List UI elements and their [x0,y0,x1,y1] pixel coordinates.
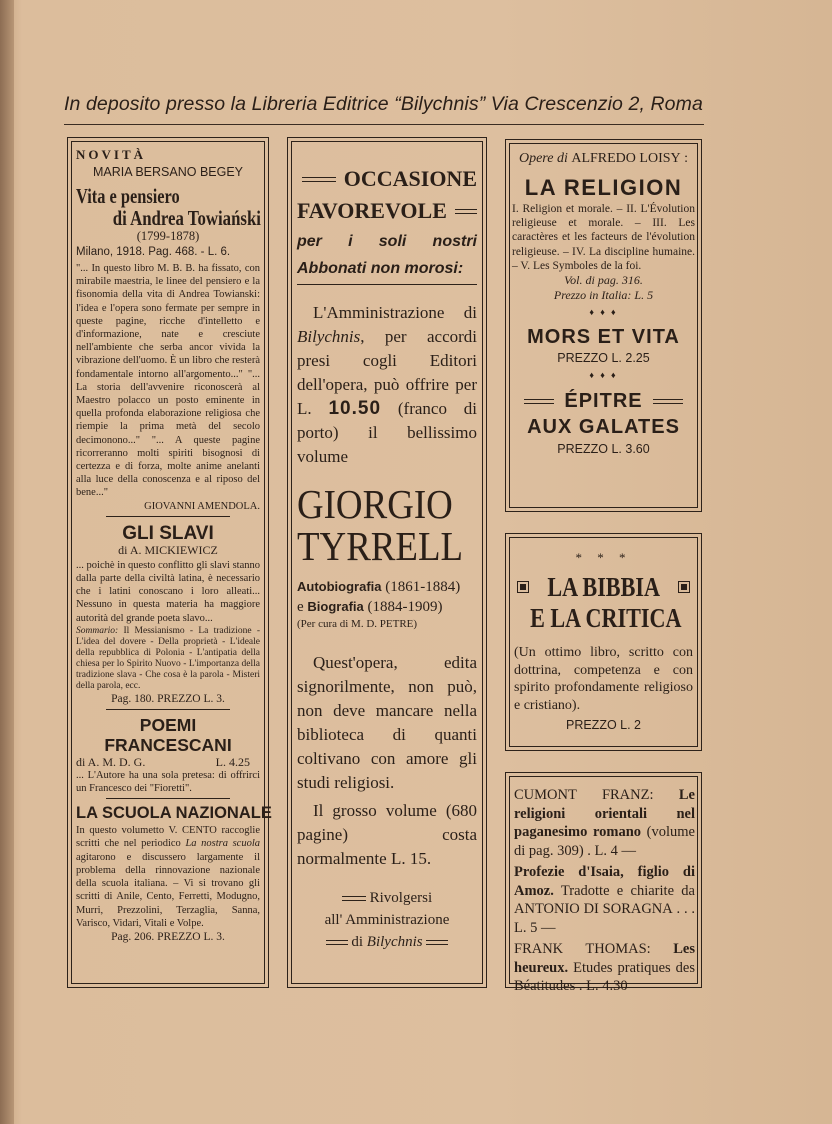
offer-paragraph [297,301,477,469]
biografia-prefix: e [297,599,304,615]
contact-journal: Bilychnis [366,934,423,950]
bibbia-description: (Un ottimo libro, scritto con dottrina, competenza e con spirito profondamente religioso e cristiano). [514,645,693,713]
section-divider [106,798,230,799]
square-ornament-icon [678,581,690,593]
profezie-details: Tradotte e chiarite da [560,882,695,899]
contact-block [297,887,477,953]
book-publication: Milano, 1918. Pag. 468. - L. 6. [76,246,231,258]
cumont-title: Le religioni orientali nel paganesimo romano [514,787,695,840]
middle-advert-content [297,166,477,953]
biografia-line [297,597,477,617]
sommario-label: Sommario: [76,625,119,636]
sommario-text: Il Messianismo - La tradizione - L'idea del dovere - Della proprietà - L'ideale della repubblica di Polonia - L'antipatia della chiesa per lo Spirito Nuovo - L'importanza della tradizione slava - Che cosa è la parola - Misteri della parola, ecc. [76,625,260,691]
bibbia-title-2: E LA CRITICA [530,603,682,633]
religion-title: LA RELIGION [524,175,683,200]
offer-journal: Bilychnis [297,327,361,346]
occasione-row [297,166,477,192]
scuola-price: Pag. 206. PREZZO L. 3. [111,930,225,943]
thomas-title: Les heureux. [514,941,695,976]
stars-ornament: * * * [575,550,632,565]
religion-pages: Vol. di pag. 316. [564,273,643,288]
book-years: (1799-1878) [136,229,200,243]
scuola-title: LA SCUOLA NAZIONALE [76,804,272,823]
loisy-heading: Opere di ALFREDO LOISY : [518,151,689,166]
binding-edge [0,0,14,1124]
slavi-author: di A. MICKIEWICZ [118,542,218,557]
favorevole-row [297,198,477,224]
biografia-label: Biografia [307,599,364,614]
slavi-sommario [76,626,260,692]
autobiografia-line [297,577,477,597]
novita-label: NOVITÀ [76,147,147,162]
autobiografia-label: Autobiografia [297,579,382,594]
contact-amministrazione: all' Amministrazione [324,912,450,928]
poemi-author-row [76,755,260,769]
quote-author: GIOVANNI AMENDOLA. [144,500,260,512]
header-rule [64,124,704,125]
scuola-text-a: In questo volumetto V. CENTO raccoglie scritti che nel periodico [76,825,260,850]
offer-text-c: (franco di porto) il bellissimo volume [297,399,478,466]
epitre-title-1: ÉPITRE [564,390,643,413]
left-advert-content [76,147,272,944]
thomas-entry [514,940,695,996]
left-author: MARIA BERSANO BEGEY [92,165,244,179]
religion-price-line [512,288,695,303]
cumont-author: CUMONT FRANZ: [514,787,654,803]
section-divider [106,516,230,517]
cumont-entry [514,786,695,860]
epitre-row [512,388,695,414]
slavi-price: Pag. 180. PREZZO L. 3. [111,692,225,705]
scuola-description [76,824,260,930]
opere-prefix: Opere di [518,151,568,166]
poemi-title: POEMI FRANCESCANI [104,714,232,755]
slavi-description: ... poichè in questo conflitto gli slavi stanno dalla parte della civiltà latina, è necessario che i latini conoscano i loro alleati... Nessuno in questa materia ha maggiore autorità del grande poeta slavo... [76,559,260,624]
page-header: In deposito presso la Libreria Editrice “Bilychnis” Via Crescenzio 2, Roma [64,93,703,115]
bibbia-price: PREZZO L. 2 [565,718,642,732]
contact-di: di [351,934,364,950]
subscriber-note: per i soli nostri Abbonati non morosi: [297,228,477,285]
autobiografia-years: (1861-1884) [385,579,461,595]
contact-line-3 [297,931,477,953]
profezie-title: Profezie d'Isaia, figlio di Amoz. [514,864,695,899]
scuola-text-b: agitarono e discussero largamente il problema della rinnovazione nazionale della scuola italiana. – Vi si trovano gli scritti di Anile, Cento, Ferretti, Modugno, Murri, Prezzolini, Terzaglia, Sanna, Varisco, Vidari, Vitali e Volpe. [76,851,260,929]
poemi-price: L. 4.25 [215,754,250,769]
square-ornament-icon [517,581,529,593]
decorative-rule [342,896,366,901]
ornament-diamonds: ♦ ♦ ♦ [589,307,618,318]
epitre-title-2: AUX GALATES [527,416,680,439]
offer-price: 10.50 [328,398,382,419]
biografia-years: (1884-1909) [367,599,443,615]
thomas-details: Etudes pratiques des Béatitudes . L. 4.30 [514,959,696,994]
loisy-advert-content [512,150,695,458]
decorative-rule [302,177,336,182]
religion-volume [512,273,695,288]
book-title-line-1: Vita e pensiero [76,184,180,208]
bibbia-title-row [514,572,693,602]
section-divider [106,709,230,710]
decorative-rule [455,209,477,214]
price-paragraph: Il grosso volume (680 pagine) costa normalmente L. 15. [297,801,477,868]
occasione-heading: OCCASIONE [343,166,477,191]
bibbia-advert-content [514,550,693,734]
loisy-author: ALFREDO LOISY [571,151,681,166]
profezie-author: ANTONIO DI SORAGNA [514,901,673,917]
book-review-quote: "... In questo libro M. B. B. ha fissato, con mirabile maestria, le linee del pensiero e la fisonomia della vita di Andrea Towianski: l'idea e l'opera sono fermate per sempre in queste pagine, ricche d'intelletto e d'informazione, nate e cresciute nell'ambiente che serba ancor vivida la vibrazione dell'uomo. È un libro che resterà fondamentale intorno all'argomento..." "... La storia dell'avvenire riconoscerà al Maestro polacco un posto eminente in quella profonda elaborazione religiosa che riempie la prima metà del secolo decimonono..." "... A queste pagine ricorreranno molti spiriti bisognosi di certezza e di forza, molte anime anelanti alla luce della conoscenza e al riposo del bene..." [76,263,260,499]
bibbia-title-1: LA BIBBIA [547,572,660,602]
cumont-details: (volume di pag. 309) . L. 4 — [514,824,695,859]
poemi-author: di A. M. D. G. [76,754,146,769]
decorative-rule [326,940,348,945]
mors-title: MORS ET VITA [527,326,680,349]
ornament-diamonds: ♦ ♦ ♦ [589,370,618,381]
thomas-author: FRANK THOMAS: [514,941,651,957]
favorevole-heading: FAVOREVOLE [297,198,447,223]
scuola-periodical: La nostra scuola [185,838,261,850]
description-paragraph: Quest'opera, edita signorilmente, non può, non deve mancare nella biblioteca di quanti coltivano con amore gli studi religiosi. [297,653,477,792]
mors-price: PREZZO L. 2.25 [557,351,650,366]
poemi-description: ... L'Autore ha una sola pretesa: di offrirci un Francesco dei "Fioretti". [76,769,260,795]
religion-contents: I. Religion et morale. – II. L'Évolution religieuse et morale. – III. Les caractères et les facteurs de l'évolution religieuse. – IV. La discipline humaine. – V. Les Symboles de la foi. [512,203,695,272]
profezie-entry [514,863,695,937]
tyrrell-heading: TYRRELL [297,523,464,569]
epitre-price: PREZZO L. 3.60 [557,442,650,457]
offer-text-b: , per accordi presi cogli Editori dell'opera, può offrire per L. [297,327,477,418]
slavi-title: GLI SLAVI [122,522,214,544]
decorative-rule [653,399,683,404]
decorative-rule [524,399,554,404]
book-title-line-2: di Andrea Towiański [112,206,261,230]
decorative-rule [426,940,448,945]
giorgio-heading: GIORGIO [297,481,453,527]
edited-by: (Per cura di M. D. PETRE) [297,618,418,630]
contact-rivolgersi: Rivolgersi [369,890,433,906]
religion-price: Prezzo in Italia: L. 5 [553,288,654,303]
titles-advert-content [514,786,695,996]
offer-text-a: L'Amministrazione di [313,303,477,322]
contact-line-1 [297,887,477,909]
profezie-price: . . . L. 5 — [514,901,695,936]
